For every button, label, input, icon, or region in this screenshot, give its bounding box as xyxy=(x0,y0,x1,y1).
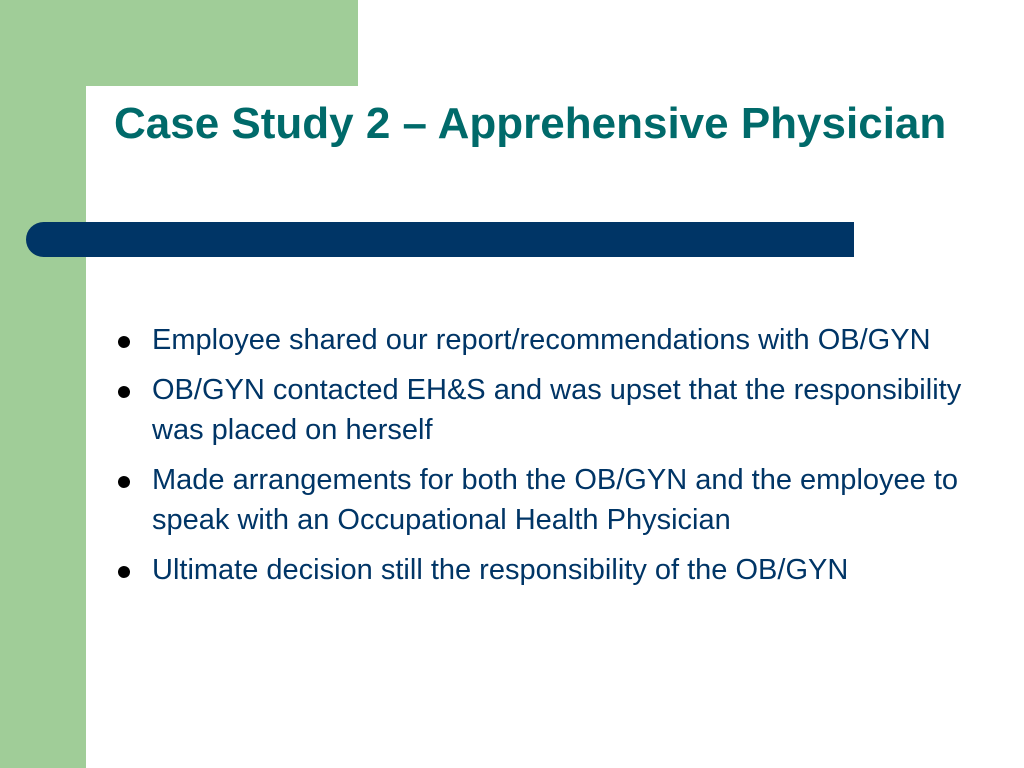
bullet-text: Made arrangements for both the OB/GYN and the employee to speak with an Occupational Health Physician xyxy=(152,464,959,536)
bullet-item xyxy=(116,460,996,540)
bullet-dot-icon xyxy=(118,476,130,488)
slide-title: Case Study 2 – Apprehensive Physician xyxy=(114,99,947,148)
bullet-text: OB/GYN contacted EH&S and was upset that the responsibility was placed on herself xyxy=(152,374,962,446)
bullet-item xyxy=(116,320,996,360)
bullet-item xyxy=(116,370,996,450)
bullet-dot-icon xyxy=(118,386,130,398)
green-top-decoration xyxy=(0,0,358,86)
bullet-dot-icon xyxy=(118,336,130,348)
bullet-list xyxy=(116,320,996,600)
title-underline-bar xyxy=(26,222,854,257)
bullet-item xyxy=(116,550,996,590)
green-sidebar-decoration xyxy=(0,0,86,768)
bullet-text: Employee shared our report/recommendations with OB/GYN xyxy=(152,324,931,356)
bullet-dot-icon xyxy=(118,566,130,578)
bullet-text: Ultimate decision still the responsibility of the OB/GYN xyxy=(152,554,849,586)
